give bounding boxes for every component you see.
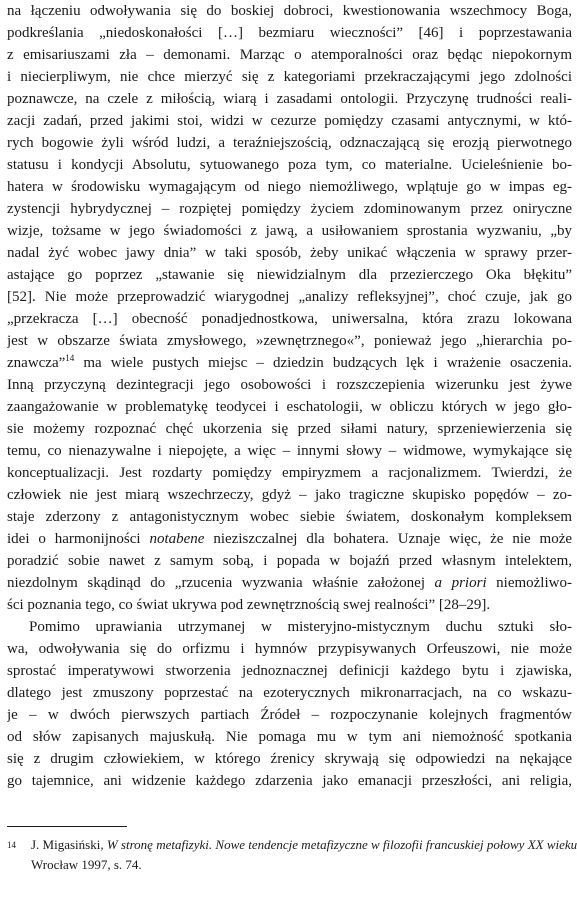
text-run: od słów zapisanych majuskułą. Nie pomaga mu w tym ani niemożność spotkania: [7, 729, 572, 745]
text-line: [7, 176, 572, 198]
text-run: temu, co nienazywalne i niepojęte, a więc – innymi słowy – widmowe, wymykające się: [7, 443, 572, 459]
text-line: [7, 748, 572, 770]
text-line: [7, 286, 572, 308]
text-run: sprostać imperatywowi stworzenia jednoznacznej definicji każdego bytu i zjawiska,: [7, 663, 572, 679]
text-line: [7, 572, 572, 594]
text-run: nieziszczalnej dla bohatera. Uznaje więc, że nie może: [204, 531, 572, 547]
text-line: [7, 264, 572, 286]
text-run: zaangażowanie w problematykę teodycei i eschatologii, w obliczu których w jego gło-: [7, 399, 572, 415]
text-run: jest w obszarze świata zmysłowego, »zewnętrznego«”, ponieważ jego „hierarchia po-: [7, 333, 572, 349]
text-run: zacji zadań, przed jakimi stoi, widzi w cezurze pomiędzy czasami antycznymi, w któ-: [7, 113, 572, 129]
text-run: znawcza”: [7, 355, 66, 371]
text-line: [7, 484, 572, 506]
text-line: [7, 352, 572, 374]
text-run: zystencji hybrydycznej – rozpiętej pomiędzy życiem zdominowanym przez oniryczne: [7, 201, 572, 217]
text-run: hatera w środowisku wymagającym od niego niemożliwego, wplątuje go w impas eg-: [7, 179, 572, 195]
text-line: [7, 704, 572, 726]
text-line: [7, 308, 572, 330]
italic-text: a priori: [434, 575, 487, 591]
text-line: [7, 374, 572, 396]
text-run: go tajemnice, ani widzenie każdego zdarzenia jako emanacji przeszłości, ani religia,: [7, 773, 572, 789]
text-run: wizje, tożsame w jego świadomości z jawą, a usiłowaniem sprostania wyzwaniu, „by: [7, 223, 572, 239]
text-line: [7, 616, 572, 638]
text-line: [7, 88, 572, 110]
footnote-separator: [7, 826, 127, 827]
text-run: je – w dwóch pierwszych partiach Źródeł – rozpoczynanie kolejnych fragmentów: [7, 707, 572, 723]
text-line: [7, 660, 572, 682]
text-run: i niecierpliwym, nie chce mierzyć się z kategoriami przekraczającymi jego zdolności: [7, 69, 572, 85]
footnote-line: [31, 835, 577, 855]
text-line: [7, 528, 572, 550]
text-run: podkreślania „niedoskonałości […] bezmiaru wieczności” [46] i poprzestawania: [7, 25, 572, 41]
text-run: sie możemy rozpoznać chęć ukorzenia się przed siłami natury, sprzeniewierzenia się: [7, 421, 572, 437]
footnote-text: [31, 835, 577, 875]
text-line: [7, 242, 572, 264]
text-run: J. Migasiński,: [31, 837, 107, 852]
text-line: [7, 110, 572, 132]
text-run: na łączeniu odwoływania się do boskiej dobroci, kwestionowania wszechmocy Boga,: [7, 3, 572, 19]
text-run: z emisariuszami zła – demonami. Marząc o atemporalności oraz będąc niepokornym: [7, 47, 572, 63]
footnote-number: 14: [7, 840, 16, 850]
text-run: poznawcze, na czele z miłością, wiarą i zasadami ontologii. Przyczynę trudności reali-: [7, 91, 572, 107]
text-run: się z drugim człowiekiem, w którego źrenicy skrywają się odpowiedzi na nękające: [7, 751, 572, 767]
text-line: [7, 638, 572, 660]
italic-text: W stronę metafizyki. Nowe tendencje metafizyczne w filozofii francuskiej połowy XX wieku: [106, 837, 577, 852]
text-line: [7, 22, 572, 44]
text-run: niemożliwo-: [486, 575, 572, 591]
text-line: [7, 44, 572, 66]
text-run: dlatego jest zmuszony poprzestać na ezoterycznych mikronarracjach, na co wskazu-: [7, 685, 572, 701]
text-line: [7, 396, 572, 418]
text-line: [7, 0, 572, 22]
text-line: [7, 132, 572, 154]
text-line: [7, 506, 572, 528]
text-run: ma wiele pustych miejsc – dziedzin budzących lęk i wrażenie osaczenia.: [74, 355, 572, 371]
text-run: Wrocław 1997, s. 74.: [31, 857, 142, 872]
text-run: [52]. Nie może przeprowadzić wiarygodnej „analizy refleksyjnej”, choć czuje, jak go: [7, 289, 572, 305]
text-run: idei o harmonijności: [7, 531, 150, 547]
text-run: Inną przyczyną dezintegracji jego osobowości i rozszczepienia wizerunku jest żywe: [7, 377, 572, 393]
text-line: [7, 726, 572, 748]
text-run: ści poznania tego, co świat ukrywa pod zewnętrznością swej realności” [28–29].: [7, 597, 491, 613]
footnote-14: [7, 835, 577, 875]
text-line: [7, 220, 572, 242]
text-line: [7, 66, 572, 88]
text-run: Pomimo uprawiania utrzymanej w misteryjno-mistycznym duchu sztuki sło-: [29, 619, 572, 635]
text-run: staje zderzony z antagonistycznym wobec siebie światem, doskonałym kompleksem: [7, 509, 572, 525]
footnote-line: [31, 855, 572, 875]
body-text: [7, 0, 572, 792]
text-line: [7, 462, 572, 484]
text-run: niezdolnym skądinąd do „rzucenia wyzwania właśnie założonej: [7, 575, 435, 591]
text-line: [7, 682, 572, 704]
text-run: poradzić sobie nawet z samym sobą, i popada w bojaźń przed własnym intelektem,: [7, 553, 572, 569]
text-line: [7, 418, 572, 440]
text-line: [7, 440, 572, 462]
text-run: rych bogowie żyli wśród ludzi, a teraźniejszością, odznaczającą się erozją pierwotnego: [7, 135, 572, 151]
footnote-ref: 14: [65, 353, 75, 363]
text-line: [7, 154, 572, 176]
text-run: człowiek nie jest miarą wszechrzeczy, gdyż – jako tragiczne skupisko popędów – zo-: [7, 487, 572, 503]
text-line: [7, 198, 572, 220]
text-run: konceptualizacji. Jest rozdarty pomiędzy empiryzmem a racjonalizmem. Twierdzi, że: [7, 465, 572, 481]
text-run: nadal żyć wobec jawy dnia” w taki sposób, żeby unikać włączenia w sprawy przer-: [7, 245, 572, 261]
text-run: wa, odwoływania się do orfizmu i hymnów przypisywanych Orfeuszowi, nie może: [7, 641, 572, 657]
text-line: [7, 550, 572, 572]
text-run: „przekracza […] obecność ponadjednostkowa, uniwersalna, która zrazu lokowana: [7, 311, 572, 327]
text-line: [7, 594, 572, 616]
text-line: [7, 770, 572, 792]
text-run: statusu i kondycji Absolutu, sytuowanego poza tym, co materialne. Ucieleśnienie bo-: [7, 157, 572, 173]
italic-text: notabene: [149, 531, 205, 547]
text-line: [7, 330, 572, 352]
text-run: astające go poprzez „stawanie się niewidzialnym dla przezierczego Oka błękitu”: [7, 267, 572, 283]
